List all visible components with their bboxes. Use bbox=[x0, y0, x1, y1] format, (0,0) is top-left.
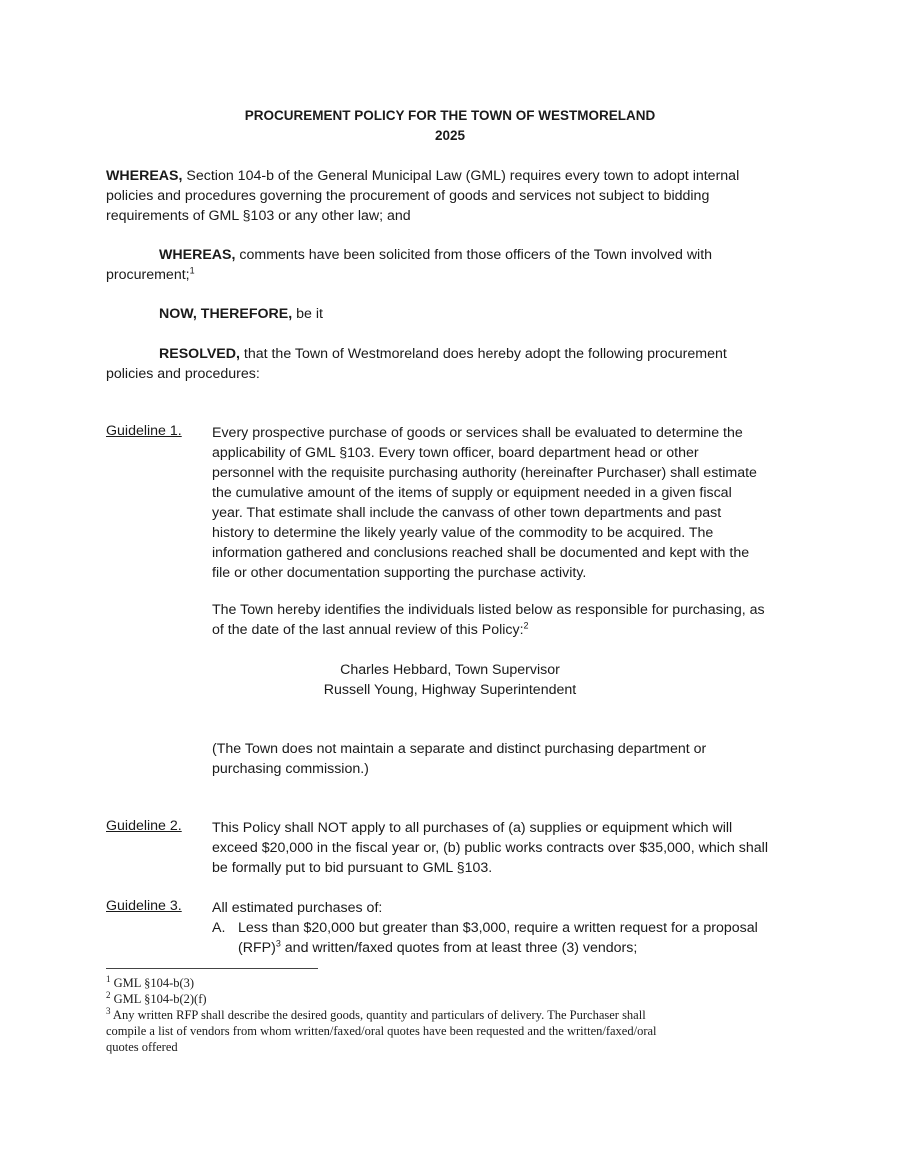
footnote-ref-3: 3 bbox=[275, 938, 281, 949]
responsible-persons-list bbox=[300, 660, 600, 700]
resolved-paragraph: RESOLVED, that the Town of Westmoreland does hereby adopt the following procurement policies and procedures: bbox=[106, 346, 727, 382]
footnote-separator bbox=[106, 968, 318, 969]
document-year: 2025 bbox=[434, 128, 466, 143]
guideline-2-body: This Policy shall NOT apply to all purchases of (a) supplies or equipment which will exceed $20,000 in the fiscal year or, (b) public works contracts over $35,000, which shall be formally put to bid pursuant to GML §103. bbox=[212, 820, 768, 876]
whereas-lead: WHEREAS, bbox=[159, 247, 236, 263]
guideline-1-responsible-paragraph: The Town hereby identifies the individuals listed below as responsible for purchasing, as of the date of the last annual review of this Policy:$^2$ bbox=[212, 602, 765, 638]
footnote-ref-1: 1 bbox=[189, 265, 195, 276]
guideline-3-body: All estimated purchases of: bbox=[212, 900, 383, 916]
now-therefore-paragraph: NOW, THEREFORE, be it bbox=[159, 306, 323, 322]
guideline-3-item-a: Less than $20,000 but greater than $3,000, require a written request for a proposal (RFP)$^3$ and written/faxed quotes from at least three (3) vendors; bbox=[238, 920, 758, 956]
footnote-2: $^2$ GML §104-b(2)(f) bbox=[106, 989, 207, 1006]
guideline-3-item-a-marker: A. bbox=[212, 920, 226, 936]
whereas-lead: WHEREAS, bbox=[106, 168, 183, 184]
responsible-person: Russell Young, Highway Superintendent bbox=[323, 682, 577, 698]
guideline-1-body: Every prospective purchase of goods or services shall be evaluated to determine the applicability of GML §103. Every town officer, board department head or other personnel with the requisite purchasing authority (hereinafter Purchaser) shall estimate the cumulative amount of the items of supply or equipment needed in a given fiscal year. That estimate shall include the canvass of other town departments and past history to determine the likely yearly value of the commodity to be acquired. The information gathered and conclusions reached shall be documented and kept with the file or other documentation supporting the purchase activity. bbox=[212, 425, 757, 581]
guideline-2-label: Guideline 2. bbox=[106, 818, 182, 834]
guideline-1-label: Guideline 1. bbox=[106, 423, 182, 439]
footnote-ref-2: 2 bbox=[523, 620, 529, 631]
whereas-paragraph-2: WHEREAS, comments have been solicited from those officers of the Town involved with procurement;$^1$ bbox=[106, 247, 713, 283]
guideline-3-label: Guideline 3. bbox=[106, 898, 182, 914]
document-title: PROCUREMENT POLICY FOR THE TOWN OF WESTMORELAND bbox=[244, 108, 656, 123]
guideline-1-note: (The Town does not maintain a separate and distinct purchasing department or purchasing commission.) bbox=[212, 741, 707, 777]
footnote-1: $^1$ GML §104-b(3) bbox=[106, 973, 195, 990]
whereas-paragraph-1: WHEREAS, Section 104-b of the General Municipal Law (GML) requires every town to adopt internal policies and procedures governing the procurement of goods and services not subject to bidding requirements of GML §103 or any other law; and bbox=[106, 168, 740, 224]
responsible-person: Charles Hebbard, Town Supervisor bbox=[340, 662, 560, 678]
footnote-3: $^3$ Any written RFP shall describe the desired goods, quantity and particulars of delivery. The Purchaser shall compile a list of vendors from whom written/faxed/oral quotes have been requested and the written/faxed/oral quotes offered bbox=[106, 1005, 657, 1054]
